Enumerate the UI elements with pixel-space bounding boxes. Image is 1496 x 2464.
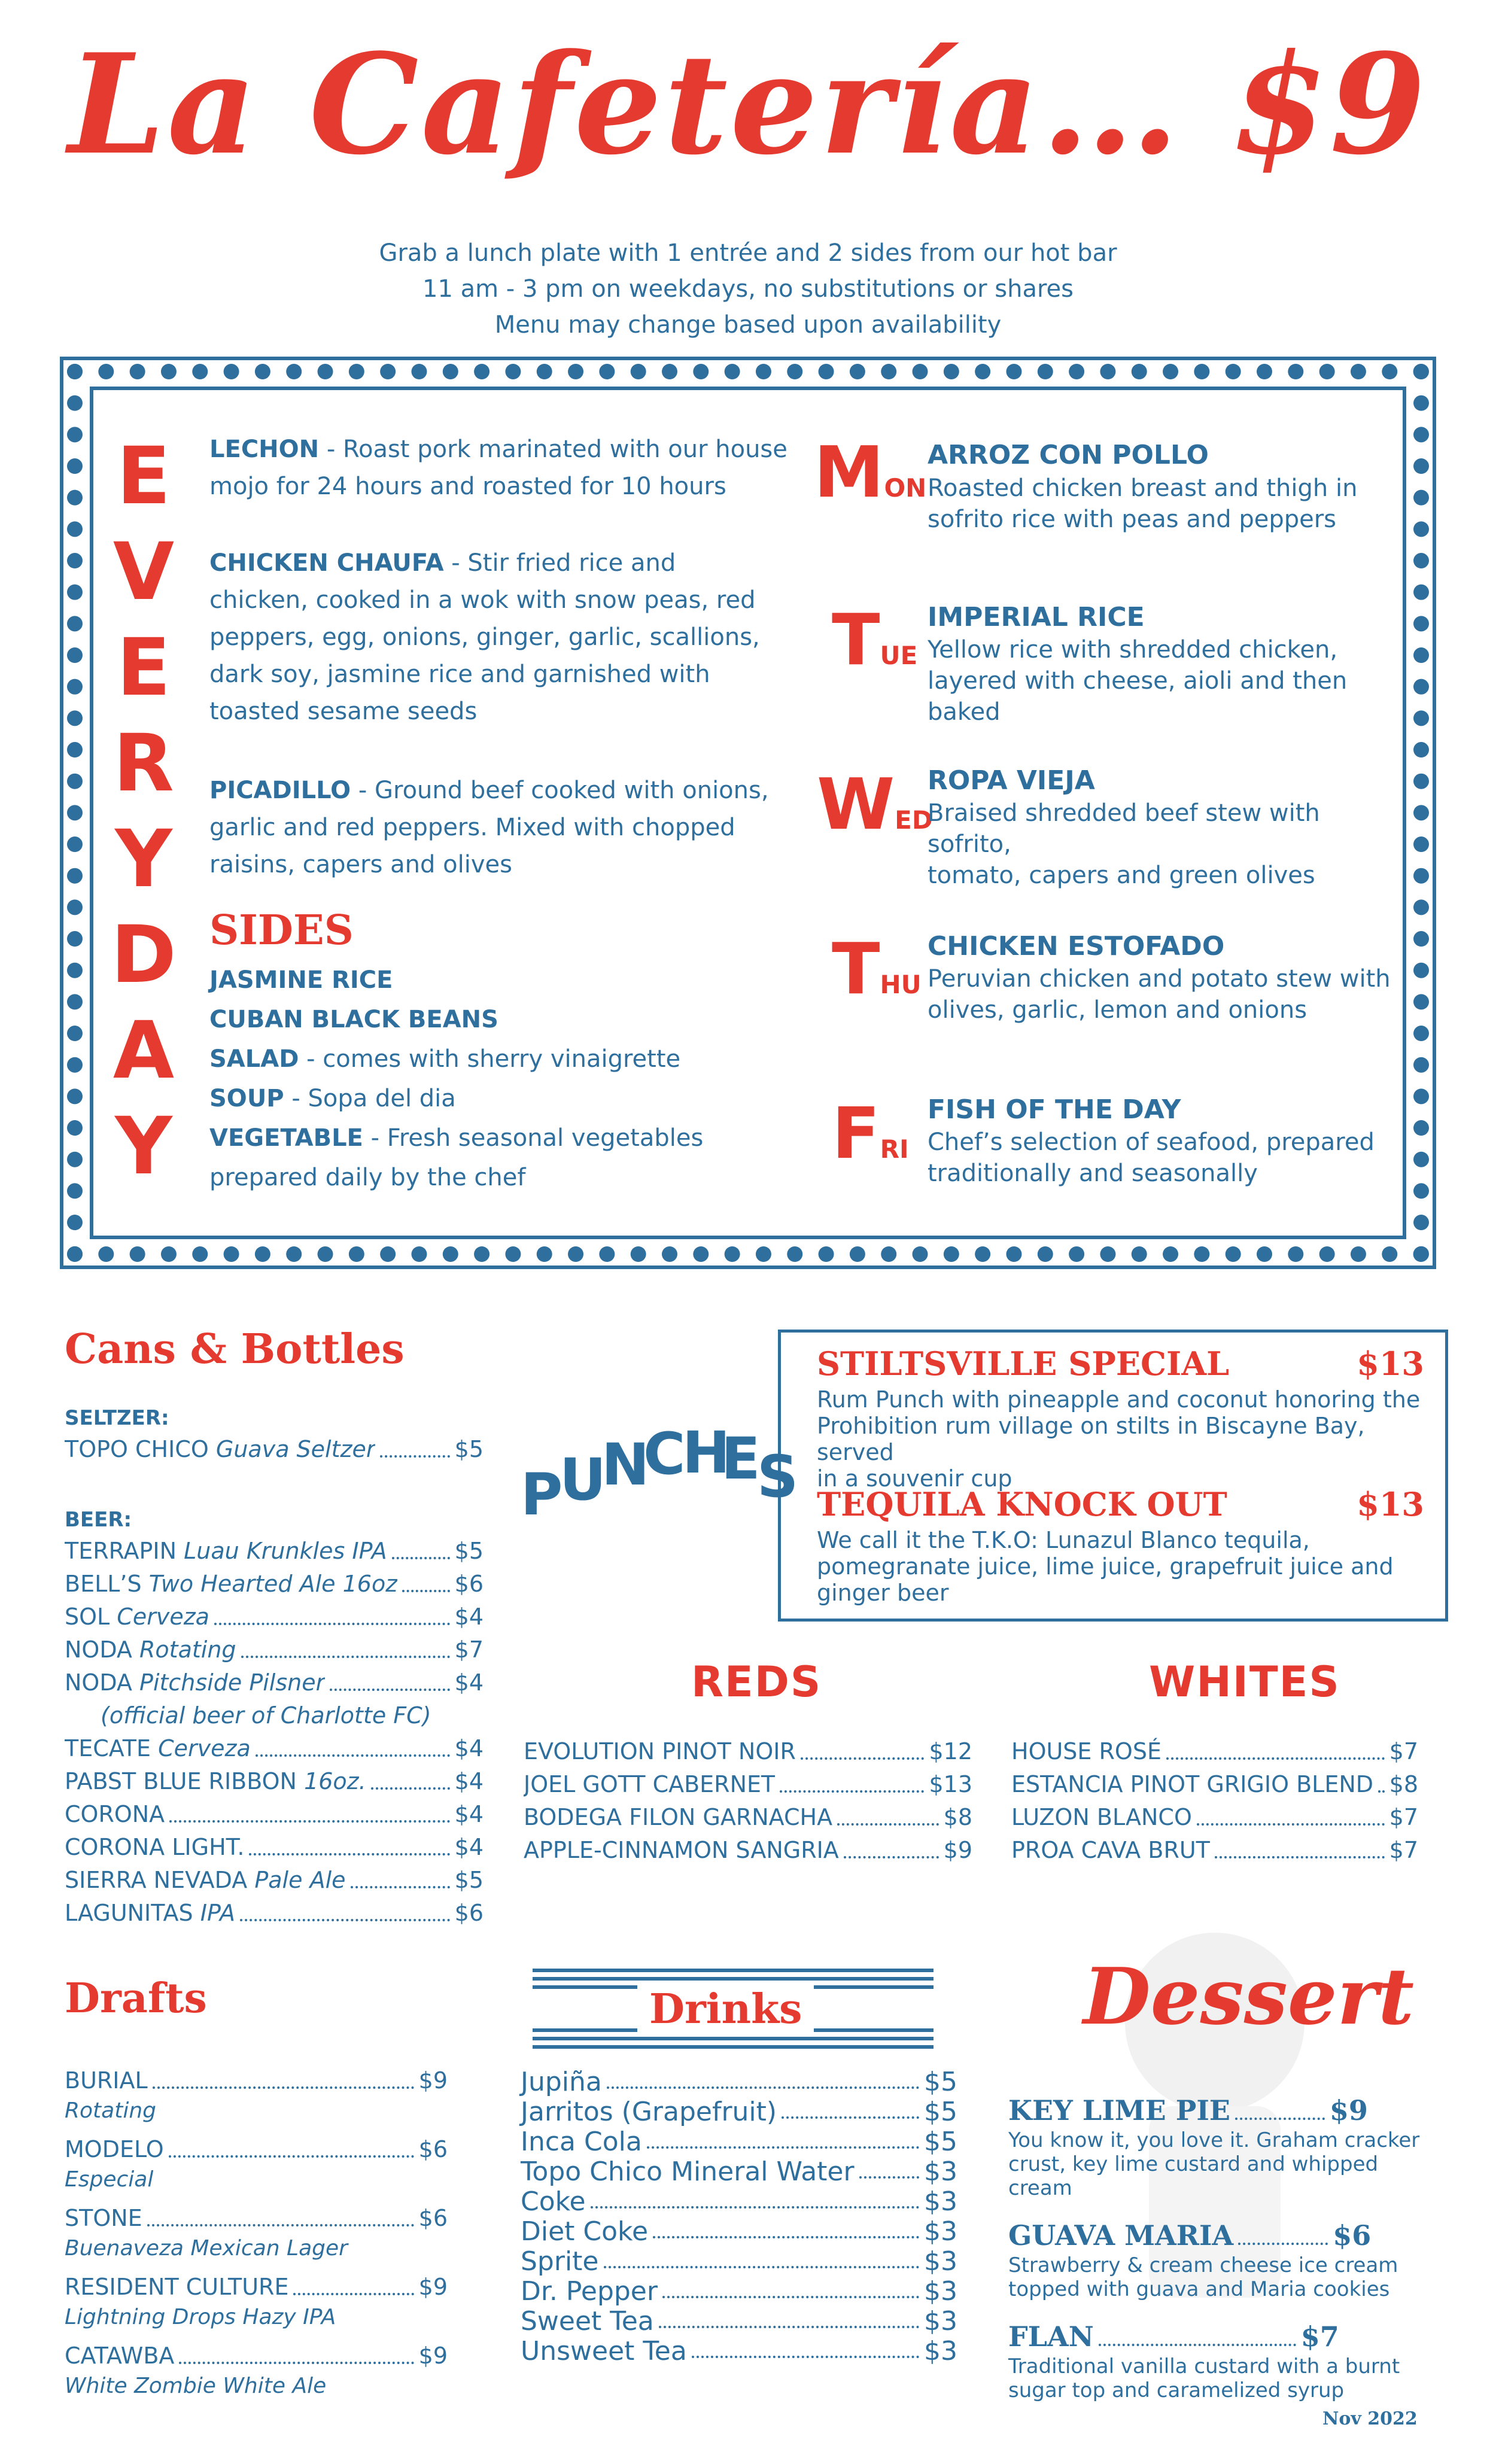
item-name: LECHON: [209, 436, 320, 463]
cans-title: Cans & Bottles: [65, 1325, 405, 1373]
punches-letter: S: [757, 1443, 799, 1510]
everyday-letter: D: [111, 909, 177, 1001]
item-desc: - Ground beef cooked with onions,: [351, 777, 769, 804]
punch-desc: We call it the T.K.O: Lunazul Blanco tequila, pomegranate juice, lime juice, grapefruit juice and ginger beer: [817, 1527, 1394, 1606]
punches-letter: C: [643, 1420, 686, 1487]
list-item: BURIAL $9 Rotating: [65, 2064, 448, 2125]
punches-letter: P: [521, 1461, 563, 1528]
punch-name: STILTSVILLE SPECIAL: [817, 1344, 1230, 1383]
day-wednesday: [817, 763, 1403, 889]
punch-name: TEQUILA KNOCK OUT: [817, 1485, 1227, 1523]
list-item: CORONA $4: [65, 1798, 484, 1831]
list-item: KEY LIME PIE $9 You know it, you love it. Graham cracker crust, key lime custard and whipped cream: [1008, 2094, 1420, 2200]
reds-list: [524, 1735, 972, 1867]
list-item: EVOLUTION PINOT NOIR $12: [524, 1735, 972, 1768]
list-item: MODELO $6 Especial: [65, 2133, 448, 2194]
item-desc-line: garlic and red peppers. Mixed with chopped: [209, 814, 735, 841]
item-desc: - Roast pork marinated with our house: [319, 436, 787, 463]
list-item: SOL Cerveza $4: [65, 1601, 484, 1633]
day-desc-line: traditionally and seasonally: [928, 1160, 1258, 1187]
day-initial: F: [832, 1092, 880, 1175]
beer-label: BEER:: [65, 1508, 132, 1532]
day-dish: IMPERIAL RICE: [928, 602, 1145, 632]
day-desc-line: sofrito rice with peas and peppers: [928, 506, 1336, 533]
list-item: PABST BLUE RIBBON 16oz. $4: [65, 1765, 484, 1798]
day-initial: T: [832, 598, 880, 681]
whites-title: WHITES: [1149, 1657, 1340, 1706]
list-item: Sprite $3: [521, 2246, 957, 2277]
everyday-letter: A: [112, 1005, 175, 1097]
item-name: CHICKEN CHAUFA: [209, 549, 444, 577]
side-name: VEGETABLE: [209, 1124, 363, 1152]
day-monday: [814, 431, 1400, 533]
day-suffix: ON: [884, 473, 927, 503]
list-item: Topo Chico Mineral Water $3: [521, 2156, 957, 2187]
day-desc-line: olives, garlic, lemon and onions: [928, 996, 1308, 1024]
drinks-list: [521, 2067, 957, 2366]
day-desc-line: layered with cheese, aioli and then baked: [928, 667, 1348, 726]
side-name: JASMINE RICE: [209, 966, 393, 994]
list-item: CATAWBA $9 White Zombie White Ale: [65, 2340, 448, 2400]
sides-title: SIDES: [209, 906, 354, 954]
list-item: CORONA LIGHT. $4: [65, 1831, 484, 1864]
list-item: JOEL GOTT CABERNET $13: [524, 1768, 972, 1801]
item-desc-line: raisins, capers and olives: [209, 851, 512, 878]
everyday-letter: Y: [115, 1100, 172, 1193]
drafts-list: [65, 2064, 448, 2400]
day-suffix: HU: [880, 970, 922, 999]
punches-letter: U: [560, 1446, 606, 1513]
day-initial: T: [832, 927, 880, 1010]
item-desc-line: chicken, cooked in a wok with snow peas, red: [209, 586, 756, 614]
list-item: Jarritos (Grapefruit) $5: [521, 2097, 957, 2127]
punch-price: $13: [1357, 1485, 1424, 1523]
punch-price: $13: [1357, 1344, 1424, 1383]
punch-desc: Rum Punch with pineapple and coconut honoring the Prohibition rum village on stilts in Biscayne Bay, served in a souvenir cup: [817, 1386, 1421, 1492]
day-desc-line: Chef’s selection of seafood, prepared: [928, 1128, 1375, 1156]
list-item: BODEGA FILON GARNACHA $8: [524, 1801, 972, 1834]
lechon-item: [209, 431, 808, 505]
punches-wordmark: [521, 1418, 799, 1538]
list-item: TERRAPIN Luau Krunkles IPA $5: [65, 1535, 484, 1568]
day-desc-line: Yellow rice with shredded chicken,: [928, 636, 1338, 664]
side-name: SALAD: [209, 1045, 299, 1073]
brand: TOPO CHICO: [65, 1436, 209, 1462]
list-item: BELL’S Two Hearted Ale 16oz $6: [65, 1568, 484, 1601]
list-item: Dr. Pepper $3: [521, 2276, 957, 2307]
noda-note: (official beer of Charlotte FC): [101, 1702, 431, 1729]
day-dish: FISH OF THE DAY: [928, 1094, 1181, 1125]
day-desc-line: Braised shredded beef stew with sofrito,: [928, 799, 1320, 858]
day-thursday: [832, 927, 1400, 1024]
item-name: PICADILLO: [209, 777, 351, 804]
day-friday: [832, 1092, 1400, 1187]
whites-list: [1011, 1735, 1418, 1867]
list-item: ESTANCIA PINOT GRIGIO BLEND $8: [1011, 1768, 1418, 1801]
day-dish: CHICKEN ESTOFADO: [928, 931, 1225, 962]
list-item: LUZON BLANCO $7: [1011, 1801, 1418, 1834]
seltzer-label: SELTZER:: [65, 1406, 169, 1430]
drinks-title: Drinks: [637, 1985, 814, 2033]
item-desc-line: toasted sesame seeds: [209, 698, 478, 725]
list-item: STONE $6 Buenaveza Mexican Lager: [65, 2202, 448, 2262]
day-initial: W: [817, 763, 895, 845]
day-initial: M: [814, 431, 884, 513]
day-suffix: UE: [880, 641, 918, 670]
side-desc: - Fresh seasonal vegetables: [363, 1124, 704, 1152]
day-suffix: ED: [895, 805, 933, 835]
list-item: Unsweet Tea $3: [521, 2336, 957, 2366]
list-item: GUAVA MARIA $6 Strawberry & cream cheese ice cream topped with guava and Maria cookies: [1008, 2219, 1398, 2301]
list-item: NODA Pitchside Pilsner $4: [65, 1666, 484, 1699]
list-item: NODA Rotating $7: [65, 1633, 484, 1666]
drinks-banner: [533, 1969, 934, 2052]
day-dish: ROPA VIEJA: [928, 765, 1095, 796]
intro-line-1: Grab a lunch plate with 1 entrée and 2 sides from our hot bar: [379, 239, 1117, 267]
list-item: FLAN $7 Traditional vanilla custard with a burnt sugar top and caramelized syrup: [1008, 2320, 1400, 2402]
list-item: PROA CAVA BRUT $7: [1011, 1834, 1418, 1867]
item-desc-line: mojo for 24 hours and roasted for 10 hours: [209, 473, 726, 500]
reds-title: REDS: [691, 1657, 822, 1706]
list-item: Jupiña $5: [521, 2067, 957, 2097]
sides-list: [209, 960, 808, 1197]
everyday-letter: R: [113, 717, 174, 810]
everyday-letter: E: [116, 430, 171, 522]
dessert-list: [1008, 2094, 1445, 2402]
day-suffix: RI: [880, 1134, 909, 1164]
day-tuesday: [832, 598, 1400, 726]
drafts-title: Drafts: [65, 1975, 207, 2022]
everyday-letter: V: [112, 526, 175, 618]
menu-title: La Cafetería… $9: [68, 24, 1428, 185]
item-desc-line: peppers, egg, onions, ginger, garlic, scallions,: [209, 623, 760, 651]
day-desc: [928, 798, 1406, 891]
everyday-letter: Y: [115, 813, 172, 905]
item-desc: - Stir fried rice and: [443, 549, 676, 577]
day-desc: [928, 1127, 1406, 1189]
intro-line-3: Menu may change based upon availability: [494, 311, 1002, 339]
list-item: LAGUNITAS IPA $6: [65, 1897, 484, 1930]
day-desc-line: Peruvian chicken and potato stew with: [928, 965, 1391, 993]
side-desc-line: prepared daily by the chef: [209, 1164, 526, 1191]
price: $5: [454, 1436, 484, 1462]
menu-date: Nov 2022: [1322, 2408, 1418, 2429]
side-desc: - comes with sherry vinaigrette: [299, 1045, 681, 1073]
day-desc-line: tomato, capers and green olives: [928, 862, 1315, 889]
day-dish: ARROZ CON POLLO: [928, 440, 1209, 470]
item-desc-line: dark soy, jasmine rice and garnished with: [209, 661, 710, 688]
beer-list: [65, 1535, 484, 1930]
product: Guava Seltzer: [215, 1436, 376, 1462]
day-desc: [928, 473, 1406, 535]
side-name: SOUP: [209, 1085, 284, 1112]
everyday-letter: E: [116, 622, 171, 714]
intro-line-2: 11 am - 3 pm on weekdays, no substitutions or shares: [422, 275, 1074, 303]
day-desc-line: Roasted chicken breast and thigh in: [928, 474, 1358, 502]
list-item: TECATE Cerveza $4: [65, 1732, 484, 1765]
punches-box: [778, 1330, 1448, 1622]
picadillo-item: [209, 772, 808, 883]
punches-letter: E: [721, 1425, 761, 1492]
day-desc: [928, 634, 1406, 728]
punches-letter: N: [601, 1431, 650, 1498]
punches-letter: H: [682, 1419, 731, 1486]
list-item: Diet Coke $3: [521, 2216, 957, 2247]
list-item: Inca Cola $5: [521, 2127, 957, 2157]
chicken-chaufa-item: [209, 544, 808, 730]
list-item: RESIDENT CULTURE $9 Lightning Drops Hazy IPA: [65, 2271, 448, 2331]
seltzer-list: [65, 1433, 484, 1466]
list-item: Coke $3: [521, 2186, 957, 2217]
list-item: HOUSE ROSÉ $7: [1011, 1735, 1418, 1768]
day-desc: [928, 963, 1406, 1026]
dessert-title: Dessert: [1083, 1951, 1415, 2042]
list-item: SIERRA NEVADA Pale Ale $5: [65, 1864, 484, 1897]
side-desc: - Sopa del dia: [284, 1085, 456, 1112]
list-item: APPLE-CINNAMON SANGRIA $9: [524, 1834, 972, 1867]
side-name: CUBAN BLACK BEANS: [209, 1006, 498, 1033]
list-item: Sweet Tea $3: [521, 2306, 957, 2337]
